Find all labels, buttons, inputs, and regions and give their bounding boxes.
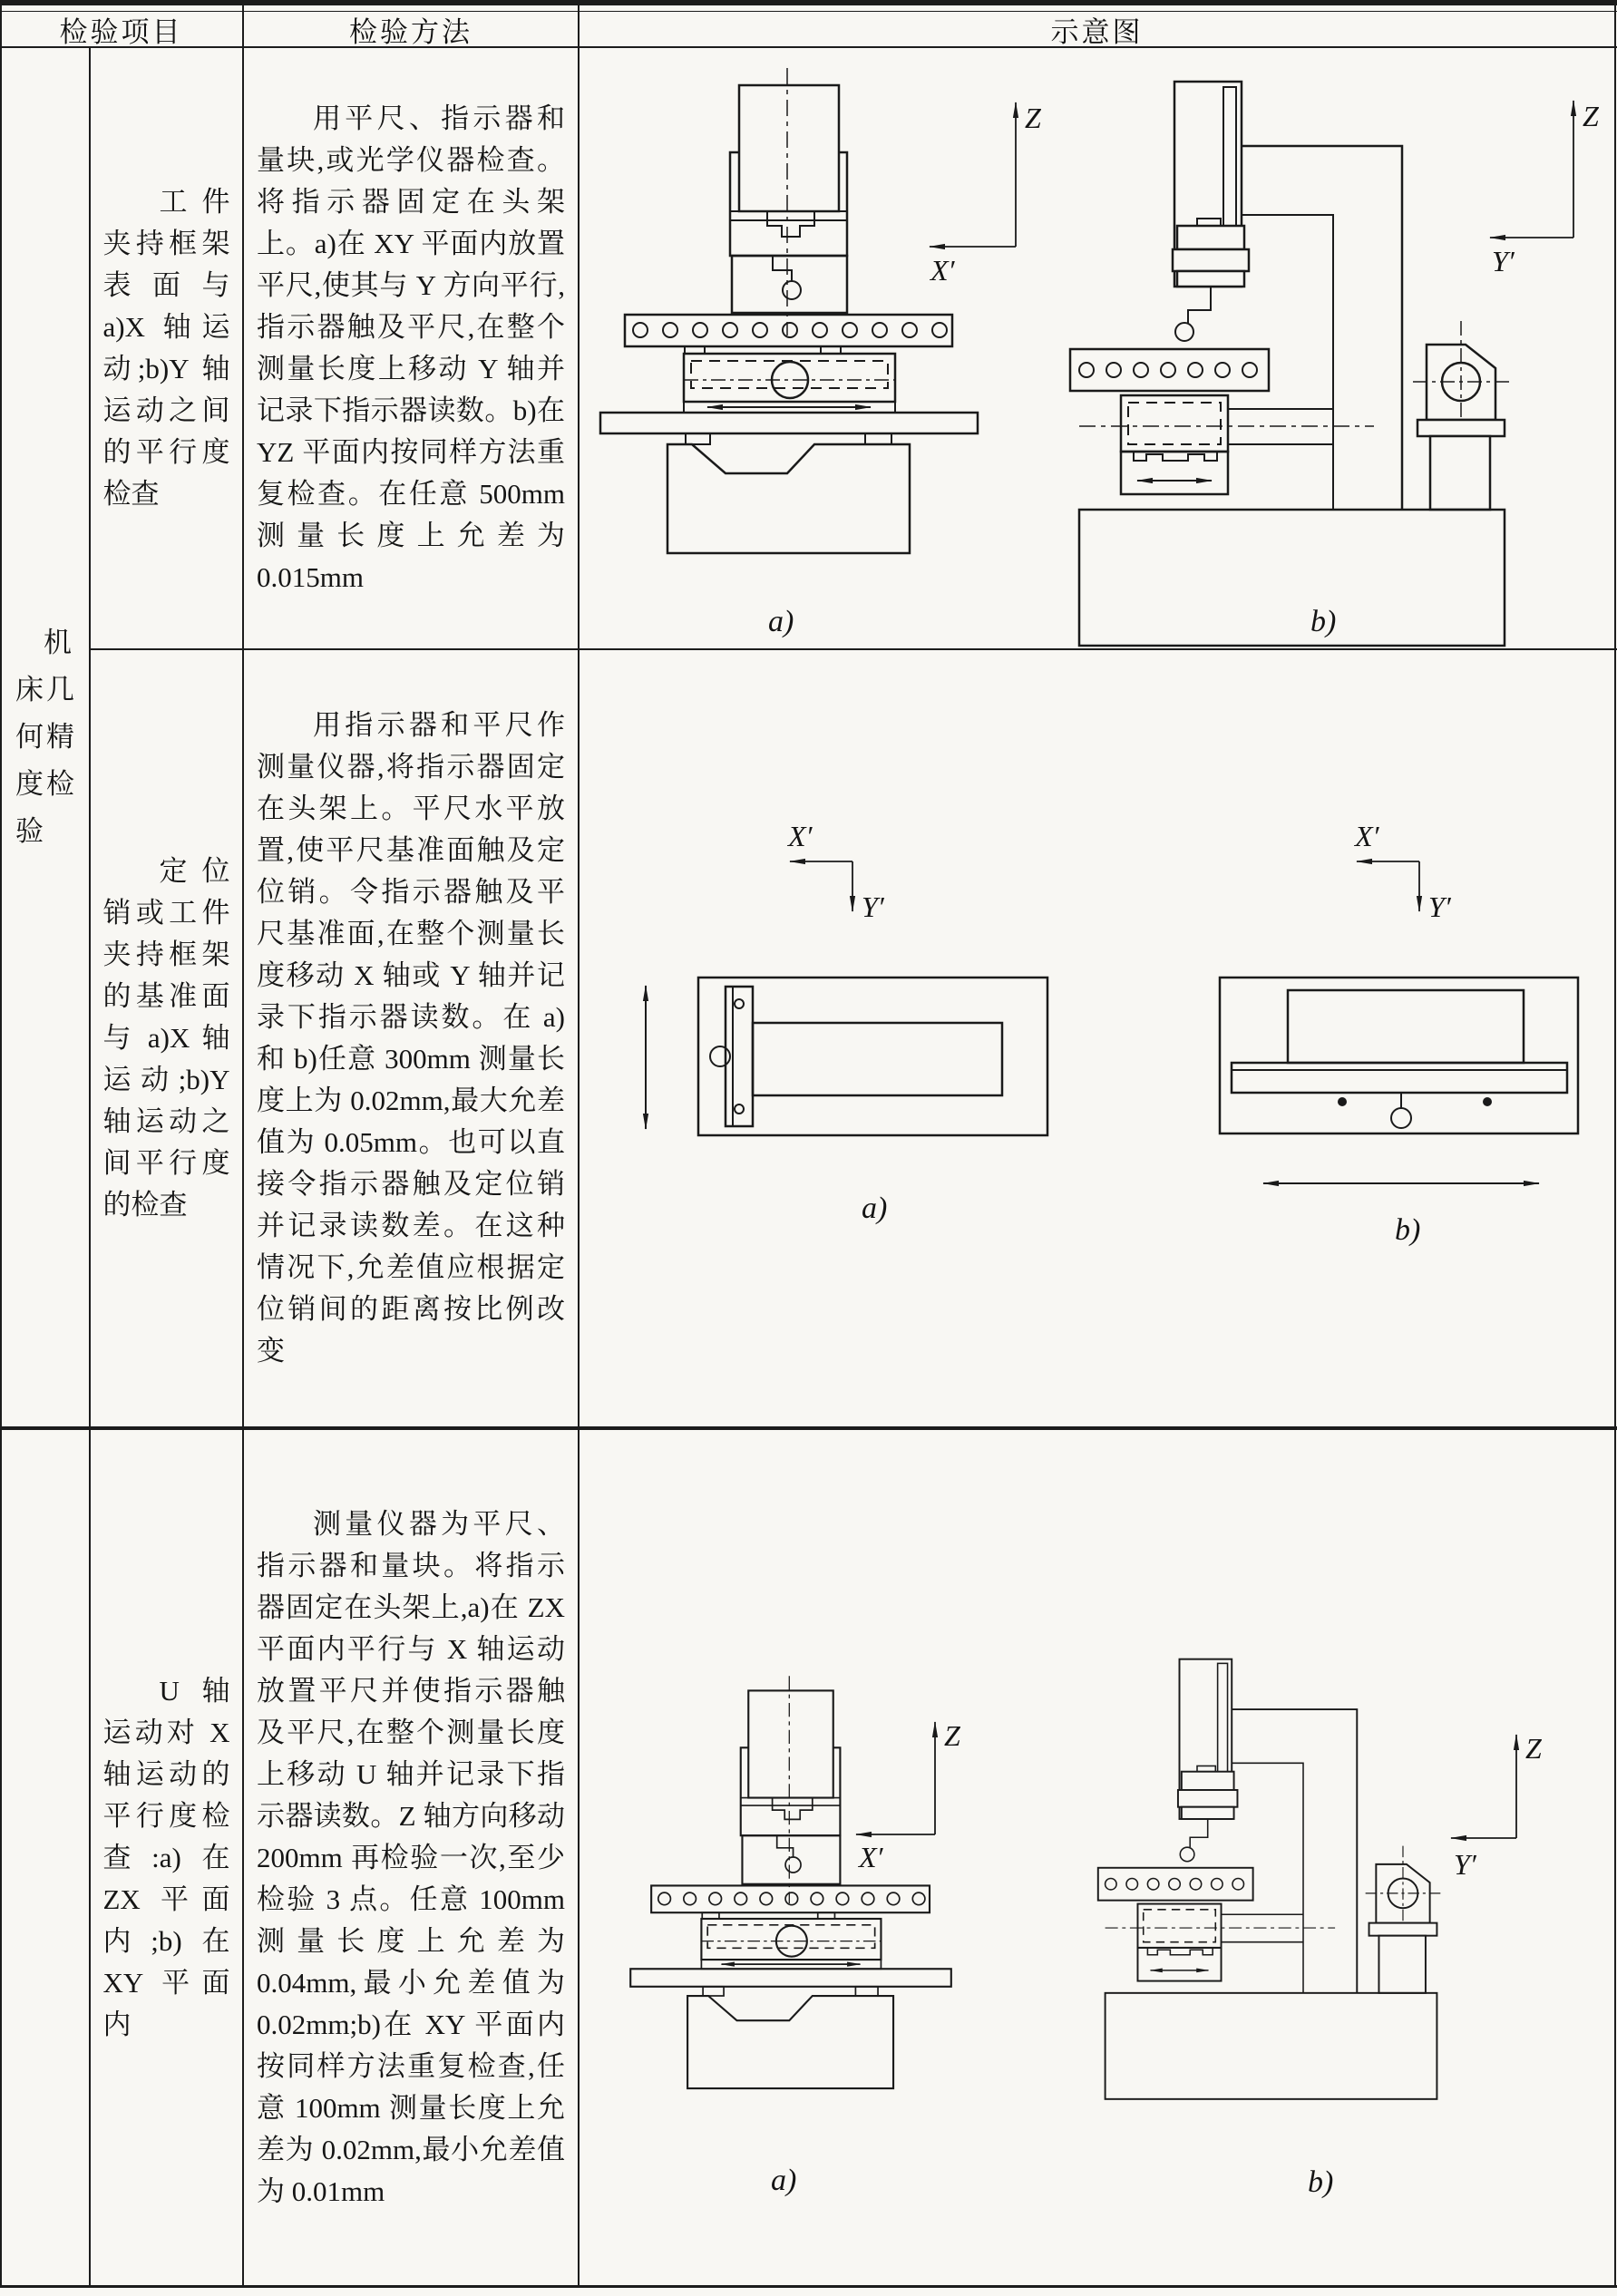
row1-item-cell (91, 48, 242, 648)
row1-method-cell (244, 48, 578, 648)
row2-axis-b-y-label: Y′ (1428, 890, 1451, 923)
row3-method-cell (244, 1430, 578, 2285)
table-bottom-rule (0, 2285, 1617, 2288)
category-cell (2, 48, 89, 1426)
row2-topview-a (646, 978, 1047, 1135)
row3-axes-a (856, 1722, 935, 1834)
row3-item-text: U 轴运动对 X 轴运动的平行度检查:a)在 ZX 平面内;b)在 XY 平面内 (102, 1674, 230, 2040)
row2-item-cell (91, 650, 242, 1426)
row1-axes-b (1490, 101, 1573, 238)
row2-diagram (578, 648, 1615, 1426)
header-schematic-diagram-label: 示意图 (1050, 15, 1144, 48)
row3-axis-b-z-label: Z (1525, 1732, 1542, 1765)
row1-caption-a: a) (768, 605, 794, 638)
row1-axis-a-x-label: X′ (930, 254, 955, 287)
row3-item-cell (91, 1430, 242, 2285)
row2-topview-b (1220, 978, 1578, 1183)
row1-machine-side-drawing (1070, 82, 1511, 646)
row3-axis-b-y-label: Y′ (1454, 1848, 1476, 1881)
row2-axes-b (1357, 861, 1419, 911)
header-inspection-method-label: 检验方法 (349, 15, 472, 48)
row3-caption-a: a) (771, 2164, 797, 2197)
row1-axis-b-z-label: Z (1583, 100, 1599, 132)
row2-axis-a-y-label: Y′ (862, 890, 884, 923)
row3-axis-a-z-label: Z (944, 1719, 960, 1752)
header-inspection-item-label: 检验项目 (59, 15, 183, 48)
row2-caption-b: b) (1395, 1213, 1421, 1247)
header-inspection-item (0, 12, 242, 46)
row1-axis-a-z-label: Z (1025, 102, 1041, 134)
row2-method-cell (244, 650, 578, 1426)
row3-caption-b: b) (1308, 2165, 1334, 2199)
row1-item-text: 工件夹持框架表面与 a)X 轴运动;b)Y 轴运动之间的平行度检查 (102, 186, 230, 510)
row3-axes-b (1451, 1735, 1516, 1838)
row2-axes-a (790, 861, 852, 911)
row3-machine-front-drawing (630, 1676, 951, 2088)
row3-machine-side-drawing (1098, 1659, 1442, 2099)
row3-method-text: 测量仪器为平尺、指示器和量块。将指示器固定在头架上,a)在 ZX 平面内平行与 X 轴运动放置平尺并使指示器触及平尺,在整个测量长度上移动 U 轴并记录下指示器读数。Z 轴方向移动 200mm 再检验一次,至少检验 3 点。任意 100mm 测量长度上允差为 0.04mm,最小允差值为 0.02mm;b)在 XY 平面内按同样方法重复检查,任意 100mm 测量长度上允差为 0.02mm,最小允差值为 0.01mm (257, 1507, 565, 2207)
row1-diagram (578, 46, 1615, 648)
row2-axis-a-x-label: X′ (788, 820, 813, 852)
row1-machine-front-drawing (600, 68, 978, 553)
header-inspection-method (244, 12, 578, 46)
row2-method-text: 用指示器和平尺作测量仪器,将指示器固定在头架上。平尺水平放置,使平尺基准面触及定位销。令指示器触及平尺基准面,在整个测量长度移动 X 轴或 Y 轴并记录下指示器读数。在 a)和 b)任意 300mm 测量长度上为 0.02mm,最大允差值为 0.05mm。也可以直接令指示器触及定位销并记录读数差。在这种情况下,允差值应根据定位销间的距离按比例改变 (257, 709, 565, 1367)
row1-axis-b-y-label: Y′ (1492, 245, 1515, 277)
header-schematic-diagram (580, 12, 1614, 46)
category-label: 机床几何精度检验 (15, 627, 75, 847)
row2-axis-b-x-label: X′ (1355, 820, 1379, 852)
row1-axes-a (930, 102, 1016, 247)
row3-diagram (578, 1430, 1615, 2285)
row2-item-text: 定位销或工件夹持框架的基准面与 a)X 轴运动;b)Y 轴运动之间平行度的检查 (102, 855, 230, 1221)
row2-caption-a: a) (862, 1192, 888, 1225)
row3-axis-a-x-label: X′ (859, 1841, 883, 1873)
row1-method-text: 用平尺、指示器和量块,或光学仪器检查。将指示器固定在头架上。a)在 XY 平面内放置平尺,使其与 Y 方向平行,指示器触及平尺,在整个测量长度上移动 Y 轴并记录下指示器读数。b)在 YZ 平面内按同样方法重复检查。在任意 500mm 测量长度上允差为 0.015mm (257, 102, 565, 593)
row1-caption-b: b) (1310, 605, 1337, 638)
